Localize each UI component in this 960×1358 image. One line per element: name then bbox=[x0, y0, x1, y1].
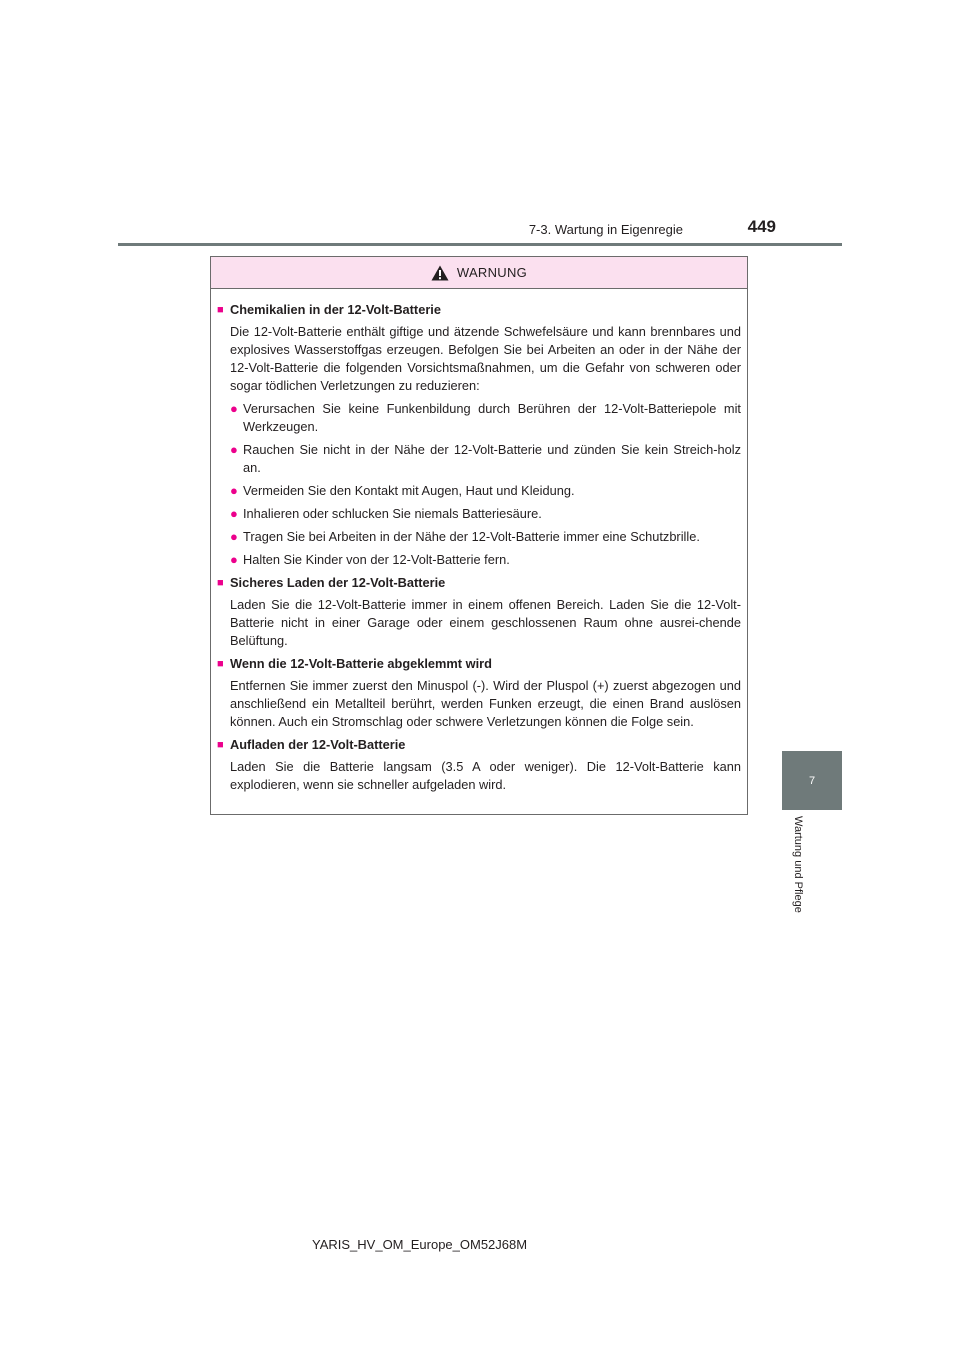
page-number: 449 bbox=[747, 217, 776, 236]
warning-title: WARNUNG bbox=[456, 265, 528, 280]
section-heading bbox=[217, 574, 741, 592]
warning-box bbox=[210, 256, 748, 815]
section-heading bbox=[217, 655, 741, 673]
square-bullet-icon: ■ bbox=[217, 739, 224, 751]
section-paragraph: Laden Sie die 12-Volt-Batterie immer in einem offenen Bereich. Laden Sie die 12-Volt-Batterie nicht in einer Garage oder einem geschlossenen Raum ohne ausrei-chende Belüftung. bbox=[230, 597, 741, 648]
section-heading-text: Chemikalien in der 12-Volt-Batterie bbox=[230, 302, 441, 317]
section-paragraph: Laden Sie die Batterie langsam (3.5 A oder weniger). Die 12-Volt-Batterie kann explodieren, wenn sie schneller aufgeladen wird. bbox=[230, 759, 741, 792]
section-heading bbox=[217, 736, 741, 754]
list-item-text: Vermeiden Sie den Kontakt mit Augen, Haut und Kleidung. bbox=[243, 483, 575, 498]
chapter-tab[interactable] bbox=[782, 751, 842, 810]
section-title: 7-3. Wartung in Eigenregie bbox=[528, 222, 683, 237]
warning-body bbox=[211, 289, 747, 794]
square-bullet-icon: ■ bbox=[217, 577, 224, 589]
list-item-text: Rauchen Sie nicht in der Nähe der 12-Volt-Batterie und zünden Sie kein Streich-holz an. bbox=[243, 442, 741, 475]
header-rule bbox=[118, 243, 842, 246]
square-bullet-icon: ■ bbox=[217, 304, 224, 316]
round-bullet-icon: ● bbox=[230, 442, 238, 457]
list-item-text: Verursachen Sie keine Funkenbildung durch Berühren der 12-Volt-Batteriepole mit Werkzeugen. bbox=[243, 401, 741, 434]
square-bullet-icon: ■ bbox=[217, 658, 224, 670]
warning-header bbox=[211, 257, 747, 289]
round-bullet-icon: ● bbox=[230, 529, 238, 544]
section-heading bbox=[217, 301, 741, 319]
section-heading-text: Aufladen der 12-Volt-Batterie bbox=[230, 737, 406, 752]
round-bullet-icon: ● bbox=[230, 401, 238, 416]
list-item bbox=[230, 482, 741, 500]
warning-triangle-icon bbox=[431, 265, 449, 281]
document-id: YARIS_HV_OM_Europe_OM52J68M bbox=[312, 1237, 528, 1252]
list-item-text: Halten Sie Kinder von der 12-Volt-Batterie fern. bbox=[243, 552, 510, 567]
list-item-text: Inhalieren oder schlucken Sie niemals Batteriesäure. bbox=[243, 506, 542, 521]
section-heading-text: Wenn die 12-Volt-Batterie abgeklemmt wird bbox=[230, 656, 492, 671]
round-bullet-icon: ● bbox=[230, 552, 238, 567]
round-bullet-icon: ● bbox=[230, 483, 238, 498]
section-paragraph: Die 12-Volt-Batterie enthält giftige und ätzende Schwefelsäure und kann brennbares und explosives Wasserstoffgas erzeugen. Befolgen Sie bei Arbeiten an oder in der Nähe der 12-Volt-Batterie die folgenden Vorsichtsmaßnahmen, um die Gefahr von schweren oder sogar tödlichen Verletzungen zu reduzieren: bbox=[230, 324, 741, 393]
list-item bbox=[230, 441, 741, 477]
list-item bbox=[230, 505, 741, 523]
round-bullet-icon: ● bbox=[230, 506, 238, 521]
list-item-text: Tragen Sie bei Arbeiten in der Nähe der 12-Volt-Batterie immer eine Schutzbrille. bbox=[243, 529, 700, 544]
list-item bbox=[230, 551, 741, 569]
section-heading-text: Sicheres Laden der 12-Volt-Batterie bbox=[230, 575, 446, 590]
chapter-label: Wartung und Pflege bbox=[792, 816, 804, 913]
chapter-number: 7 bbox=[808, 775, 816, 787]
list-item bbox=[230, 400, 741, 436]
section-paragraph: Entfernen Sie immer zuerst den Minuspol (-). Wird der Pluspol (+) zuerst abgezogen und anschließend ein Metallteil berührt, werden Funken erzeugt, die einen Brand auslösen können. Auch ein Stromschlag oder schwere Verletzungen können die Folge sein. bbox=[230, 678, 741, 729]
list-item bbox=[230, 528, 741, 546]
